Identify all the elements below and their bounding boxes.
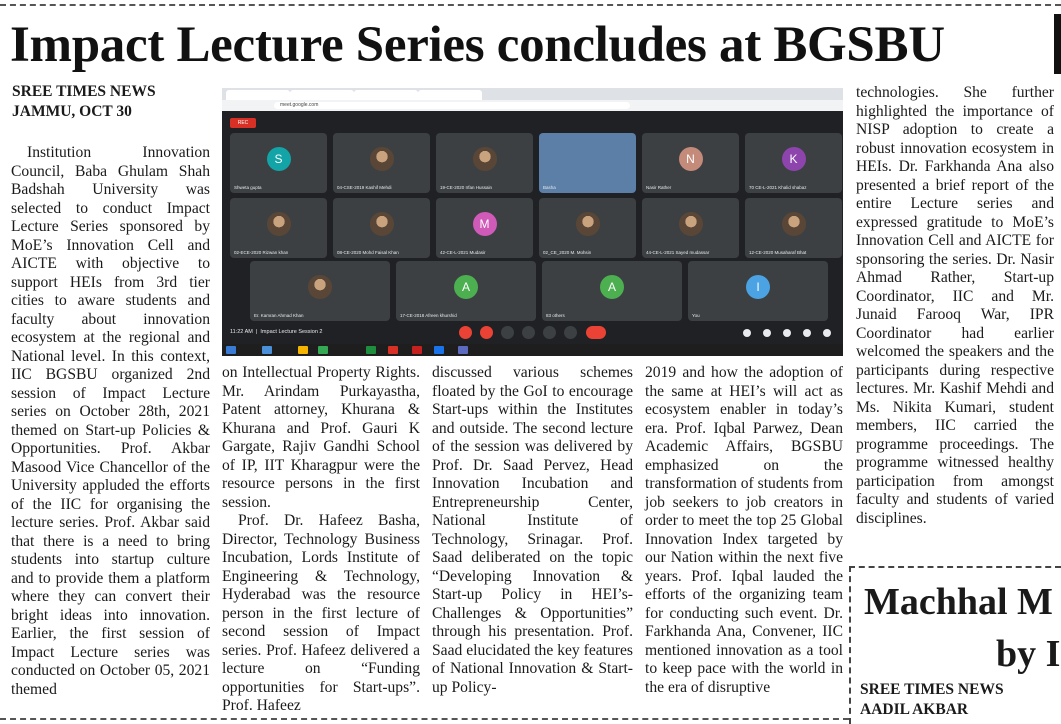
more-options-icon (564, 326, 577, 339)
taskbar-app-icon (458, 346, 468, 354)
story-divider-vertical (849, 566, 851, 724)
participant-name: 08-CE-2020 Mohd Faisal Khan (337, 250, 399, 255)
participant-name: Basha (543, 185, 556, 190)
present-icon (543, 326, 556, 339)
participant-tile (436, 133, 533, 193)
column-4-text: 2019 and how the adoption of the same at HEI’s will act as ecosystem enabler in today’s era. Prof. Iqbal Parwez, Dean Academic Affairs, BGSBU emphasized on the transformation of students from job seekers to job creators in order to meet the top 25 Global Innovation Index targeted by our Nation within the next five years. Prof. Iqbal lauded the efforts of the organizing team for conducting such event. Dr. Farkhanda Ana, Convener, IIC mentioned innovation as a tool to keep pace with the world in the era of disruptive (645, 364, 843, 696)
column-2-text-a: on Intellectual Property Rights. Mr. Arindam Purkayastha, Patent attorney, Khurana & Khurana and Prof. Gauri K Gargate, Rajiv Gandhi School of IP, IIT Kharagpur were the resource persons in the first session. (222, 364, 420, 511)
participant-tile (542, 261, 682, 321)
people-icon (763, 329, 771, 337)
participant-avatar: S (267, 147, 291, 171)
participant-name: 70 CE-L-2021 Khalid shabaz (749, 185, 807, 190)
rec-badge: REC (230, 118, 256, 128)
raise-hand-icon (522, 326, 535, 339)
participant-tile (745, 133, 842, 193)
participant-photo (370, 147, 394, 171)
info-icon (743, 329, 751, 337)
browser-tab (354, 90, 418, 100)
participant-tile (539, 133, 636, 193)
participant-tile (642, 133, 739, 193)
participant-tile (333, 133, 430, 193)
article-column-2 (222, 364, 420, 716)
participant-tile (230, 133, 327, 193)
windows-taskbar (222, 344, 843, 356)
story2-byline (860, 680, 1004, 720)
chrome-icon (318, 346, 328, 354)
taskbar-app-icon (298, 346, 308, 354)
browser-tab (418, 90, 482, 100)
top-dashed-rule (0, 4, 1061, 6)
participant-photo (473, 147, 497, 171)
participant-name: 83 others (546, 313, 565, 318)
meeting-info: 11:22 AM | Impact Lecture Session 2 (230, 329, 323, 335)
participant-photo (308, 275, 332, 299)
meeting-screenshot (222, 88, 843, 356)
story2-headline-line2: by I (996, 633, 1061, 675)
participant-name: 44-CE-L-2021 Sayed mudassar (646, 250, 710, 255)
column-3-text: discussed various schemes floated by the GoI to encourage Start-ups within the Institutes and outside. The second lecture of the session was delivered by Prof. Dr. Saad Pervez, Head Innovation Incubation and Entrepreneurship Center, National Institute of Technology, Srinagar. Prof. Saad deliberated on the topic “Developing Innovation & Start-up Policy in HEI’s-Challenges & Opportunities” through his presentation. Prof. Saad elucidated the key features of National Innovation & Start-up Policy- (432, 364, 633, 696)
participant-name: 17-CE-2018 Afreen khurshid (400, 313, 457, 318)
page-headline: Impact Lecture Series concludes at BGSBU (10, 17, 945, 73)
article-column-3 (432, 364, 633, 697)
participant-photo (782, 212, 806, 236)
participant-name: Shweta gupta (234, 185, 262, 190)
story2-author: AADIL AKBAR (860, 701, 969, 718)
participant-name: 04-CSE-2019 Kashif Mehdi (337, 185, 392, 190)
participant-tile (396, 261, 536, 321)
bottom-dashed-rule (0, 718, 849, 720)
participant-name: 42-CE-L-2021 Mudasir (440, 250, 486, 255)
browser-tab (226, 90, 290, 100)
participant-photo (267, 212, 291, 236)
taskbar-app-icon (366, 346, 376, 354)
byline (12, 82, 156, 122)
lock-icon (823, 329, 831, 337)
participant-photo (370, 212, 394, 236)
story2-headline-line1: Machhal M (864, 581, 1053, 623)
url-field: meet.google.com (274, 102, 630, 109)
article-column-4 (645, 364, 843, 697)
participant-photo (679, 212, 703, 236)
participant-avatar: A (600, 275, 624, 299)
participant-name: Er. Kamran Ahmad Khan (254, 313, 304, 318)
captions-icon (501, 326, 514, 339)
participant-name: 02-ECE-2020 Rizwan khan (234, 250, 289, 255)
word-icon (434, 346, 444, 354)
story-divider-horizontal (849, 566, 1061, 568)
article-column-1 (11, 144, 210, 699)
participant-tile (642, 198, 739, 258)
participant-avatar: M (473, 212, 497, 236)
participant-name: Nasir Rather (646, 185, 672, 190)
participant-name: You (692, 313, 700, 318)
chat-icon (783, 329, 791, 337)
mic-off-icon (459, 326, 472, 339)
participant-tile (230, 198, 327, 258)
taskbar-app-icon (262, 346, 272, 354)
camera-off-icon (480, 326, 493, 339)
article-column-5 (856, 84, 1054, 528)
participant-avatar: A (454, 275, 478, 299)
activities-icon (803, 329, 811, 337)
participant-avatar: N (679, 147, 703, 171)
participant-avatar: I (746, 275, 770, 299)
taskbar-app-icon (388, 346, 398, 354)
story2-agency: SREE TIMES NEWS (860, 681, 1004, 698)
edge-block (1054, 14, 1061, 74)
participant-name: 02_CE_2020 M. Mohsin (543, 250, 592, 255)
meeting-title: Impact Lecture Session 2 (260, 329, 323, 335)
start-icon (226, 346, 236, 354)
byline-dateline: JAMMU, OCT 30 (12, 103, 132, 120)
participant-tile (688, 261, 828, 321)
byline-agency: SREE TIMES NEWS (12, 83, 156, 100)
participant-name: 12-CE-2020 Musaharaf Bhat (749, 250, 807, 255)
participant-avatar: K (782, 147, 806, 171)
pdf-icon (412, 346, 422, 354)
participant-tile (436, 198, 533, 258)
browser-tab (290, 90, 354, 100)
participant-tile (333, 198, 430, 258)
participant-tile (745, 198, 842, 258)
participant-photo (576, 212, 600, 236)
meeting-time: 11:22 AM (230, 329, 253, 335)
participant-tile (539, 198, 636, 258)
end-call-icon (586, 326, 606, 339)
participant-name: 19-CE-2020 Irfan Hussain (440, 185, 493, 190)
column-1-text: Institution Innovation Council, Baba Ghulam Shah Badshah University was selected to conduct Impact Lecture Series sponsored by MoE’s Innovation Cell and AICTE with objective to support HEIs from 3rd tier cities to aware students and faculty about innovation ecosystem at the regional and National level. In this context, IIC BGSBU organized 2nd session of Impact Lecture series on October 28th, 2021 themed on Start-up Policies & Opportunities. Prof. Akbar Masood Vice Chancellor of the University appluded the efforts of the IIC for organising the lecture series. Prof. Akbar said that there is a need to bring students into startup culture and to provide them a platform where they can convert their bright ideas into innovation. Earlier, the first session of Impact Lecture series was conducted on October 05, 2021 themed (11, 144, 210, 698)
column-5-text: technologies. She further highlighted the importance of NISP adoption to create a robust innovation ecosystem in HEIs. Dr. Farkhanda Ana also presented a brief report of the entire Lecture series and expressed gratitude to MoE’s Innovation Cell and AICTE for sponsoring the series. Dr. Nasir Ahmad Rather, Start-up Coordinator, IIC and Mr. Junaid Farooq War, IPR Coordinator had earlier welcomed the speakers and the participants during respective lectures. Mr. Kashif Mehdi and Ms. Nikita Kumari, student members, IIC carried the programme proceedings. The programme witnessed healthy participation from amongst faculty and students of varied disciplines. (856, 84, 1054, 527)
participant-tile (250, 261, 390, 321)
column-2-text-b: Prof. Dr. Hafeez Basha, Director, Technology Business Incubation, Lords Institute of Engineering & Technology, Hyderabad was the resource person in the first lecture of second session of Impact series. Prof. Hafeez delivered a lecture on “Funding opportunities for Start-ups”. Prof. Hafeez (222, 512, 420, 714)
